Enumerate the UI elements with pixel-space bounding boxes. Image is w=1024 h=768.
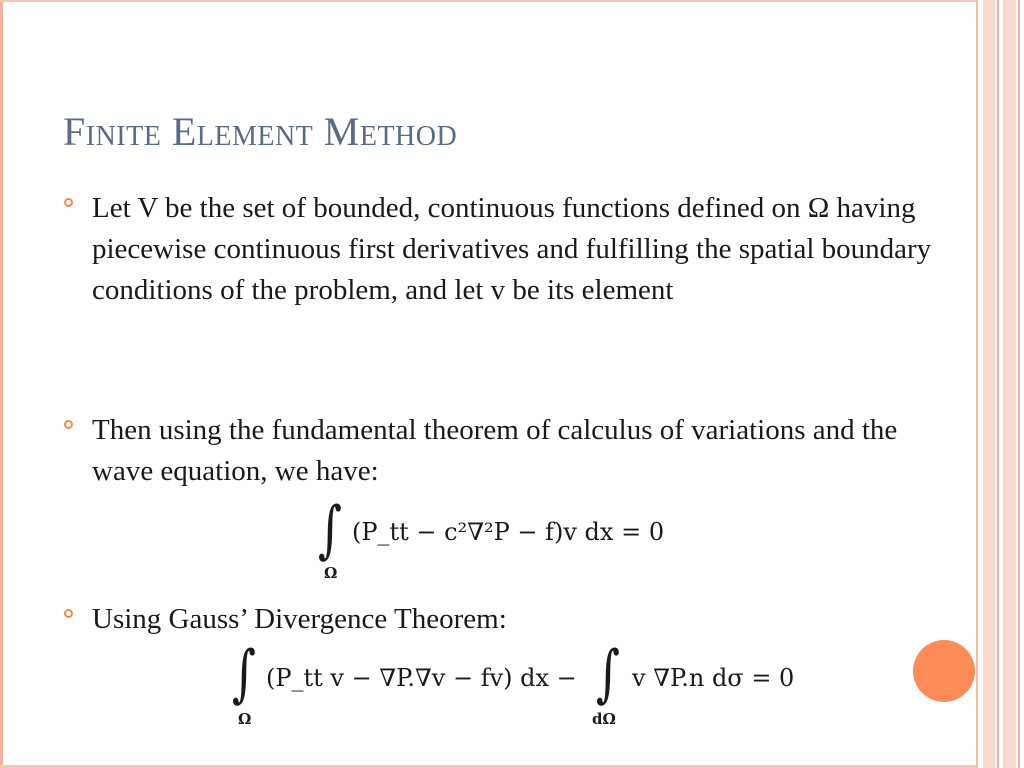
slide-frame-left bbox=[0, 0, 3, 768]
slide-frame-right-stripe bbox=[997, 0, 999, 768]
integral-sign: ∫ bbox=[318, 492, 342, 566]
equation-integrand: (P_tt v − ∇P.∇v − fv) dx − bbox=[266, 664, 577, 692]
slide-frame-top bbox=[0, 0, 976, 2]
integral-domain: Ω bbox=[324, 564, 338, 582]
weak-form-equation bbox=[318, 492, 698, 586]
slide-title: Finite Element Method bbox=[63, 109, 458, 154]
bullet-circle-icon bbox=[64, 420, 73, 429]
slide-frame-right-stripe bbox=[983, 0, 995, 768]
decorative-circle bbox=[913, 640, 975, 702]
bullet-text: Let V be the set of bounded, continuous functions defined on Ω having piecewise continuous first derivatives and fulfilling the spatial boundary conditions of the problem, and let v be its element bbox=[92, 192, 932, 306]
divergence-equation bbox=[232, 636, 832, 732]
integral-sign: ∫ bbox=[232, 636, 256, 710]
bullet-circle-icon bbox=[64, 609, 73, 618]
bullet-circle-icon bbox=[64, 198, 73, 207]
equation-integrand: (P_tt − c²∇²P − f)v dx = 0 bbox=[352, 518, 665, 546]
integral-domain: dΩ bbox=[592, 710, 616, 728]
bullet-text: Using Gauss’ Divergence Theorem: bbox=[92, 603, 507, 635]
slide-frame-right-stripe bbox=[976, 0, 978, 768]
bullet-text: Then using the fundamental theorem of calculus of variations and the wave equation, we have: bbox=[92, 414, 898, 487]
equation-integrand: v ∇P.n dσ = 0 bbox=[632, 664, 795, 692]
slide-frame-right-stripe bbox=[1018, 0, 1020, 768]
slide-frame-right-stripe bbox=[1003, 0, 1016, 768]
integral-sign: ∫ bbox=[596, 636, 620, 710]
integral-domain: Ω bbox=[238, 710, 252, 728]
